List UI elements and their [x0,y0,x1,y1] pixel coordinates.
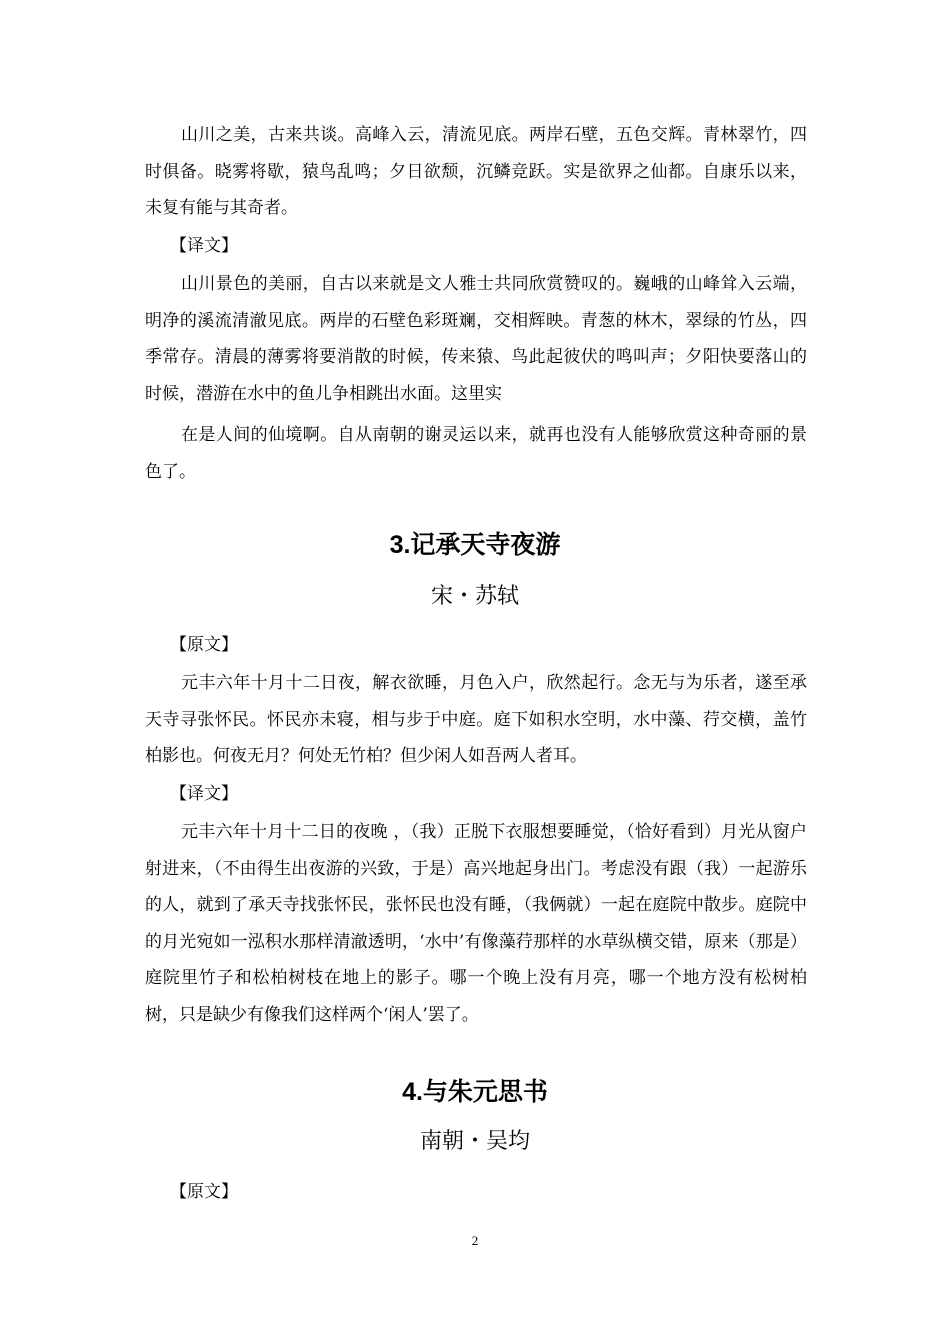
section3-title-text: 记承天寺夜游 [410,530,561,559]
section3-original-label: 【原文】 [170,635,238,655]
section2-translation-label: 【译文】 [170,236,238,256]
section3-number: 3. [389,531,411,559]
page-number: 2 [471,1233,479,1248]
section2-translation-paragraph-1: 山川景色的美丽，自古以来就是文人雅士共同欣赏赞叹的。巍峨的山峰耸入云端，明净的溪流清澈见底。两岸的石壁色彩斑斓，交相辉映。青葱的林木，翠绿的竹丛，四季常存。清晨的薄雾将要消散的时候，传来猿、鸟此起彼伏的鸣叫声；夕阳快要落山的时候，潜游在水中的鱼儿争相跳出水面。这里实 [145,274,807,404]
section4-title [0,1075,950,1109]
section4-original-label: 【原文】 [170,1182,238,1202]
section3-author: 宋・苏轼 [430,584,519,609]
section3-title [0,528,950,562]
section4-number: 4. [402,1078,423,1106]
section3-original-text: 元丰六年十月十二日夜，解衣欲睡，月色入户，欣然起行。念无与为乐者，遂至承天寺寻张怀民。怀民亦未寝，相与步于中庭。庭下如积水空明，水中藻、荇交横，盖竹柏影也。何夜无月？何处无竹柏？但少闲人如吾两人者耳。 [145,673,807,766]
section3-translation-text: 元丰六年十月十二日的夜晚 ，（我）正脱下衣服想要睡觉，（恰好看到）月光从窗户射进来，（不由得生出夜游的兴致，于是）高兴地起身出门。考虑没有跟（我）一起游乐的人，就到了承天寺找张怀民，张怀民也没有睡，（我俩就）一起在庭院中散步。庭院中的月光宛如一泓积水那样清澈透明，‘水中’有像藻荇那样的水草纵横交错，原来（那是）庭院里竹子和松柏树枝在地上的影子。哪一个晚上没有月亮，哪一个地方没有松树柏树，只是缺少有像我们这样两个‘闲人’罢了。 [145,822,807,1025]
section3-translation-label: 【译文】 [170,784,238,804]
section4-author: 南朝・吴均 [419,1129,530,1154]
section2-translation-paragraph-2: 在是人间的仙境啊。自从南朝的谢灵运以来，就再也没有人能够欣赏这种奇丽的景色了。 [145,425,807,482]
section4-title-text: 与朱元思书 [422,1077,548,1106]
section2-original-text: 山川之美，古来共谈。高峰入云，清流见底。两岸石壁，五色交辉。青林翠竹，四时俱备。晓雾将歇，猿鸟乱鸣；夕日欲颓，沉鳞竞跃。实是欲界之仙都。自康乐以来，未复有能与其奇者。 [145,125,807,218]
